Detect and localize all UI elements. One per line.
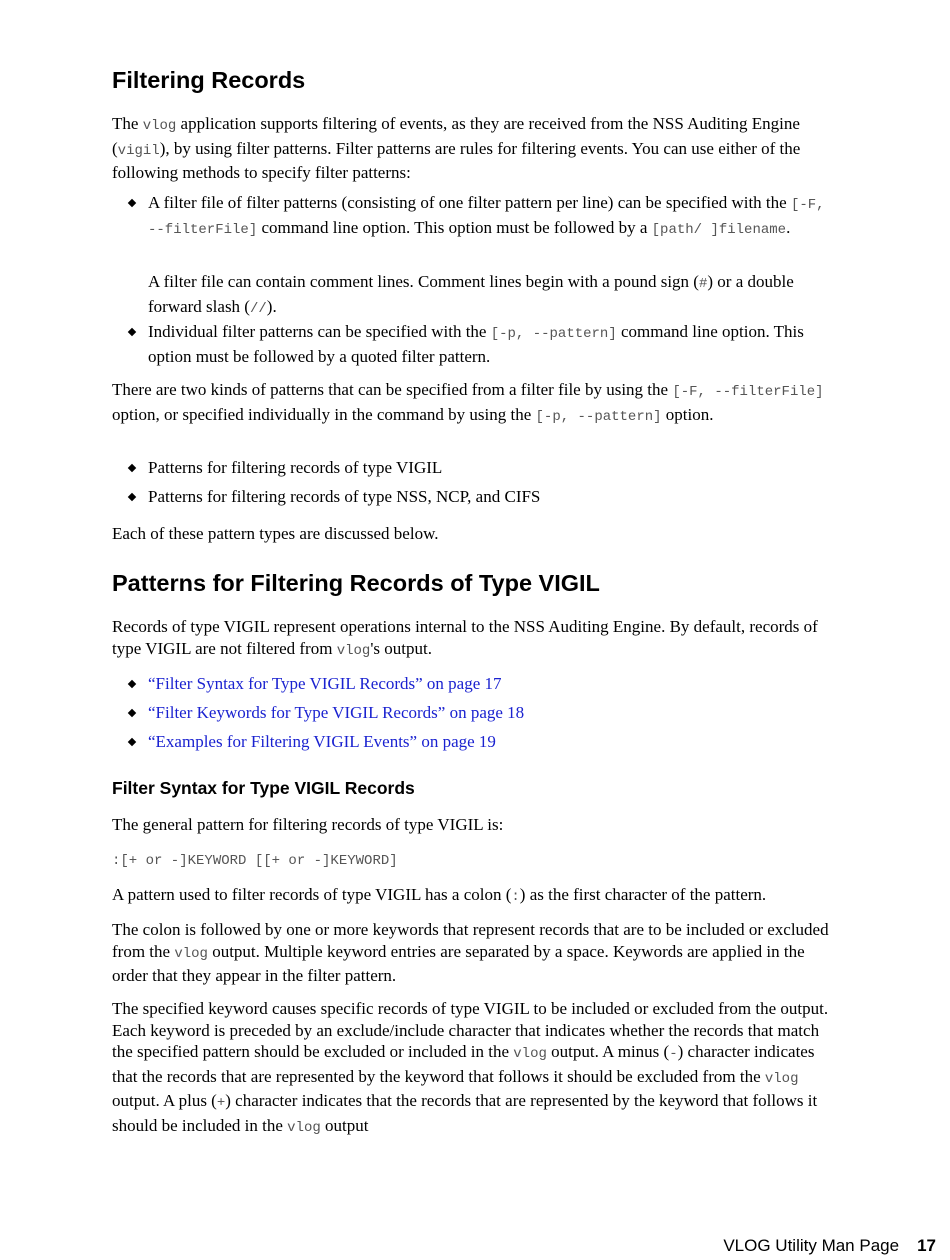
bullet-icon xyxy=(128,680,136,688)
list-item xyxy=(148,673,832,695)
filter-file-comment-note: A filter file can contain comment lines. Comment lines begin with a pound sign (#) or a double forward slash (//). xyxy=(148,272,794,317)
list-item xyxy=(148,702,832,724)
syntax-code-line: :[+ or -]KEYWORD [[+ or -]KEYWORD] xyxy=(112,853,398,869)
bullet-icon xyxy=(128,199,136,207)
link-filter-keywords[interactable]: “Filter Keywords for Type VIGIL Records” on page 18 xyxy=(148,703,525,722)
intro-paragraph: The vlog application supports filtering of events, as they are received from the NSS Auditing Engine (vigil), by using filter patterns. Filter patterns are rules for filtering events. You can use either of the following methods to specify filter patterns: xyxy=(112,114,801,182)
list-item-filter-file: A filter file of filter patterns (consisting of one filter pattern per line) can be specified with the [-F, --filterFile] command line option. This option must be followed by a [path/ ]filename. xyxy=(148,193,825,238)
list-item xyxy=(148,731,832,753)
bullet-icon xyxy=(128,709,136,717)
bullet-icon xyxy=(128,493,136,501)
keywords-paragraph: The colon is followed by one or more keywords that represent records that are to be included or excluded from the vlog output. Multiple keyword entries are separated by a space. Keywords are applied in the order that they appear in the filter pattern. xyxy=(112,920,829,985)
bullet-icon xyxy=(128,464,136,472)
footer-title: VLOG Utility Man Page xyxy=(723,1236,900,1255)
section-title-vigil-patterns: Patterns for Filtering Records of Type VIGIL xyxy=(112,570,600,596)
closing-paragraph: Each of these pattern types are discussed below. xyxy=(112,524,439,543)
syntax-intro-paragraph: The general pattern for filtering records of type VIGIL is: xyxy=(112,815,504,834)
list-item-individual-patterns: Individual filter patterns can be specified with the [-p, --pattern] command line option. This option must be followed by a quoted filter pattern. xyxy=(148,322,804,366)
page-number: 17 xyxy=(917,1236,936,1255)
pattern-kinds-paragraph: There are two kinds of patterns that can be specified from a filter file by using the [-F, --filterFile] option, or specified individually in the command by using the [-p, --pattern] option. xyxy=(112,380,824,425)
page-footer xyxy=(723,1236,936,1256)
section-title-filtering-records: Filtering Records xyxy=(112,67,306,93)
list-item: Patterns for filtering records of type VIGIL xyxy=(148,458,443,477)
subsection-title-filter-syntax: Filter Syntax for Type VIGIL Records xyxy=(112,778,415,798)
list-item: Patterns for filtering records of type NSS, NCP, and CIFS xyxy=(148,487,541,506)
vigil-intro-paragraph: Records of type VIGIL represent operations internal to the NSS Auditing Engine. By default, records of type VIGIL are not filtered from vlog's output. xyxy=(112,617,818,659)
link-filter-examples[interactable]: “Examples for Filtering VIGIL Events” on page 19 xyxy=(148,732,496,751)
colon-paragraph: A pattern used to filter records of type VIGIL has a colon (:) as the first character of the pattern. xyxy=(112,885,767,905)
link-filter-syntax[interactable]: “Filter Syntax for Type VIGIL Records” on page 17 xyxy=(148,674,502,693)
bullet-icon xyxy=(128,328,136,336)
include-exclude-paragraph: The specified keyword causes specific records of type VIGIL to be included or excluded from the output. Each keyword is preceded by an exclude/include character that indicates whether the records that match the specified pattern should be excluded or included in the vlog output. A minus (-) character indicates that the records that are represented by the keyword that follows it should be excluded from the vlog output. A plus (+) character indicates that the records that are represented by the keyword that follows it should be included in the vlog output xyxy=(112,999,829,1136)
bullet-icon xyxy=(128,738,136,746)
